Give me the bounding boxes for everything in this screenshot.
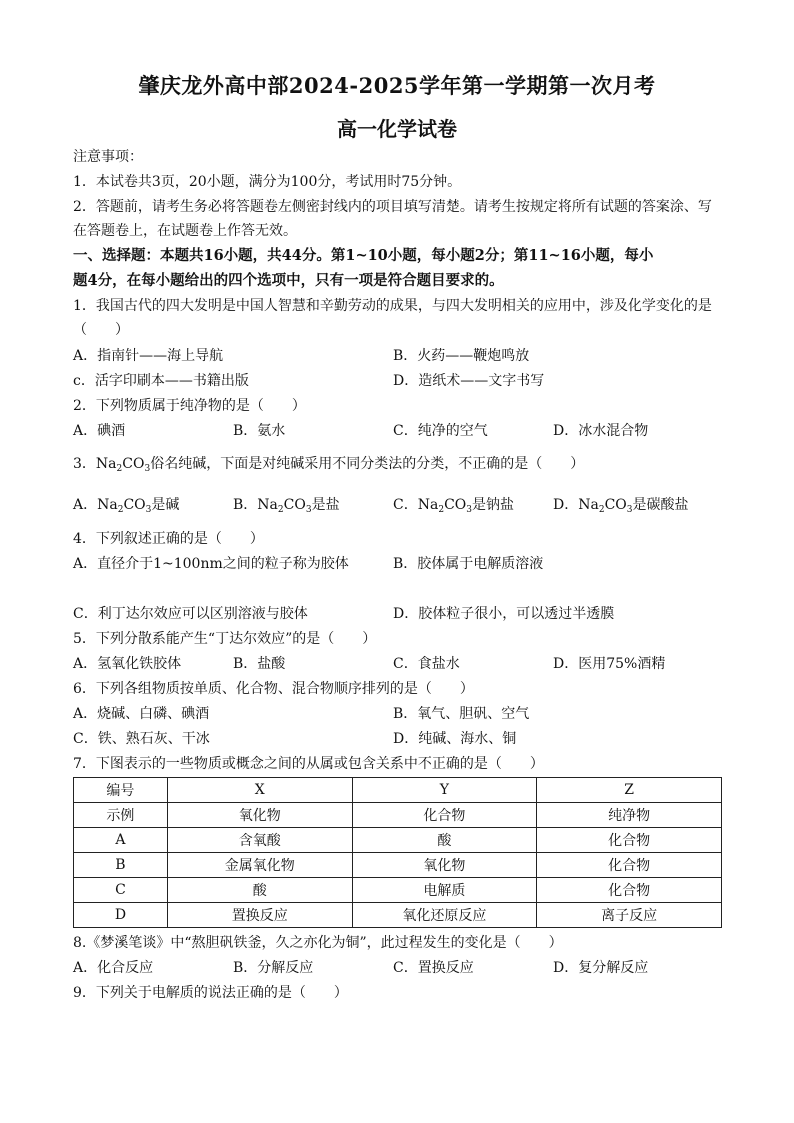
option-text: 是碳酸盐 bbox=[632, 497, 689, 513]
question-4-option-b: B．胶体属于电解质溶液 bbox=[393, 556, 544, 572]
table-cell: 离子反应 bbox=[537, 903, 722, 928]
question-3-text: 俗名纯碱，下面是对纯碱采用不同分类法的分类，不正确的是（ ） bbox=[150, 456, 585, 472]
question-8-option-b: B．分解反应 bbox=[233, 960, 314, 976]
table-row bbox=[74, 903, 722, 928]
formula-sub: 3 bbox=[305, 505, 312, 515]
question-6-stem: 6．下列各组物质按单质、化合物、混合物顺序排列的是（ ） bbox=[73, 681, 474, 697]
formula-sub: 3 bbox=[626, 505, 633, 515]
table-header-cell: Z bbox=[537, 778, 722, 803]
question-3-stem bbox=[73, 454, 723, 474]
question-4-stem: 4．下列叙述正确的是（ ） bbox=[73, 531, 264, 547]
question-4-option-d: D．胶体粒子很小，可以透过半透膜 bbox=[393, 606, 615, 622]
table-cell: 化合物 bbox=[537, 853, 722, 878]
formula-sub: 2 bbox=[438, 505, 445, 515]
question-3-option-d bbox=[553, 495, 689, 515]
table-cell: 氧化还原反应 bbox=[352, 903, 537, 928]
question-2-option-d: D．冰水混合物 bbox=[553, 423, 649, 439]
question-5-option-c: C．食盐水 bbox=[393, 656, 460, 672]
question-6-option-d: D．纯碱、海水、铜 bbox=[393, 731, 517, 747]
question-5-option-b: B．盐酸 bbox=[233, 656, 286, 672]
question-3-option-c bbox=[393, 495, 514, 515]
question-8-option-c: C．置换反应 bbox=[393, 960, 474, 976]
question-1-option-c: c．活字印刷本——书籍出版 bbox=[73, 373, 249, 389]
formula-co: CO bbox=[123, 497, 146, 513]
question-1-stem: 1．我国古代的四大发明是中国人智慧和辛勤劳动的成果，与四大发明相关的应用中，涉及化学变化的是 bbox=[73, 298, 712, 314]
table-cell: A bbox=[74, 828, 168, 853]
question-5-option-d: D．医用75%酒精 bbox=[553, 656, 666, 672]
formula-sub: 3 bbox=[144, 464, 151, 474]
table-cell: B bbox=[74, 853, 168, 878]
question-8-option-a: A．化合反应 bbox=[73, 960, 154, 976]
formula-co: CO bbox=[444, 497, 467, 513]
table-cell: 酸 bbox=[167, 878, 352, 903]
exam-subtitle: 高一化学试卷 bbox=[337, 117, 457, 141]
formula-co: CO bbox=[283, 497, 306, 513]
question-1-paren: （ ） bbox=[73, 322, 129, 338]
table-cell: 金属氧化物 bbox=[167, 853, 352, 878]
relation-table bbox=[73, 777, 722, 928]
formula-co: CO bbox=[604, 497, 627, 513]
table-cell: 化合物 bbox=[352, 803, 537, 828]
formula-co: CO bbox=[122, 456, 145, 472]
notes-item-2-cont: 在答题卷上，在试题卷上作答无效。 bbox=[73, 223, 297, 239]
question-2-option-c: C．纯净的空气 bbox=[393, 423, 488, 439]
question-1-option-b: B．火药——鞭炮鸣放 bbox=[393, 348, 530, 364]
option-letter: C． bbox=[393, 497, 418, 513]
option-letter: B． bbox=[233, 497, 258, 513]
table-header-cell: X bbox=[167, 778, 352, 803]
table-row bbox=[74, 853, 722, 878]
question-4-option-c: C．利丁达尔效应可以区别溶液与胶体 bbox=[73, 606, 308, 622]
question-1-option-d: D．造纸术——文字书写 bbox=[393, 373, 545, 389]
question-3-option-a bbox=[73, 495, 179, 515]
option-text: 是碱 bbox=[151, 497, 180, 513]
question-5-option-a: A．氢氧化铁胶体 bbox=[73, 656, 182, 672]
formula-na: Na bbox=[97, 497, 118, 513]
option-text: 是盐 bbox=[311, 497, 340, 513]
table-cell: 化合物 bbox=[537, 878, 722, 903]
question-2-stem: 2．下列物质属于纯净物的是（ ） bbox=[73, 398, 306, 414]
formula-sub: 3 bbox=[466, 505, 472, 515]
section-heading: 一、选择题：本题共16小题，共44分。第1~10小题，每小题2分；第11~16小题，每小 bbox=[73, 247, 654, 264]
table-header-cell: Y bbox=[352, 778, 537, 803]
question-2-option-a: A．碘酒 bbox=[73, 423, 126, 439]
table-cell: 化合物 bbox=[537, 828, 722, 853]
question-3-number: 3． bbox=[73, 456, 96, 472]
formula-na: Na bbox=[417, 497, 439, 513]
formula-na: Na bbox=[95, 456, 117, 472]
exam-title: 肇庆龙外高中部2024-2025学年第一学期第一次月考 bbox=[138, 73, 656, 98]
formula-sub: 2 bbox=[117, 505, 124, 515]
table-cell: D bbox=[74, 903, 168, 928]
table-cell: 酸 bbox=[352, 828, 537, 853]
option-letter: D． bbox=[553, 497, 579, 513]
question-6-option-a: A．烧碱、白磷、碘酒 bbox=[73, 706, 210, 722]
question-7-stem: 7．下图表示的一些物质或概念之间的从属或包含关系中不正确的是（ ） bbox=[73, 756, 544, 772]
option-text: 是钠盐 bbox=[472, 497, 514, 513]
question-4-option-a: A．直径介于1~100nm之间的粒子称为胶体 bbox=[73, 556, 349, 572]
table-cell: C bbox=[74, 878, 168, 903]
table-row bbox=[74, 878, 722, 903]
table-cell: 纯净物 bbox=[537, 803, 722, 828]
formula-na: Na bbox=[578, 497, 599, 513]
table-cell: 电解质 bbox=[352, 878, 537, 903]
question-9-stem: 9．下列关于电解质的说法正确的是（ ） bbox=[73, 985, 348, 1001]
formula-na: Na bbox=[257, 497, 278, 513]
formula-sub: 3 bbox=[145, 505, 152, 515]
table-header-cell: 编号 bbox=[74, 778, 168, 803]
notes-item-1: 1．本试卷共3页，20小题，满分为100分，考试用时75分钟。 bbox=[73, 174, 462, 190]
section-heading-cont: 题4分，在每小题给出的四个选项中，只有一项是符合题目要求的。 bbox=[73, 272, 504, 289]
notes-heading: 注意事项： bbox=[73, 149, 143, 165]
table-header-row bbox=[74, 778, 722, 803]
table-cell: 氧化物 bbox=[352, 853, 537, 878]
notes-item-2: 2．答题前，请考生务必将答题卷左侧密封线内的项目填写清楚。请考生按规定将所有试题的答案涂、写 bbox=[73, 199, 712, 215]
table-row bbox=[74, 803, 722, 828]
table-row bbox=[74, 828, 722, 853]
question-8-option-d: D．复分解反应 bbox=[553, 960, 649, 976]
table-cell: 含氧酸 bbox=[167, 828, 352, 853]
table-cell: 置换反应 bbox=[167, 903, 352, 928]
table-cell: 氧化物 bbox=[167, 803, 352, 828]
question-8-stem: 8.《梦溪笔谈》中“熬胆矾铁釜，久之亦化为铜”，此过程发生的变化是（ ） bbox=[73, 935, 563, 951]
question-2-option-b: B．氨水 bbox=[233, 423, 286, 439]
question-1-option-a: A．指南针——海上导航 bbox=[73, 348, 224, 364]
table-cell: 示例 bbox=[74, 803, 168, 828]
question-6-option-b: B．氧气、胆矾、空气 bbox=[393, 706, 530, 722]
question-6-option-c: C．铁、熟石灰、干冰 bbox=[73, 731, 210, 747]
formula-sub: 2 bbox=[598, 505, 605, 515]
question-3-option-b bbox=[233, 495, 340, 515]
formula-sub: 2 bbox=[277, 505, 284, 515]
question-5-stem: 5．下列分散系能产生“丁达尔效应”的是（ ） bbox=[73, 631, 377, 647]
formula-sub: 2 bbox=[116, 464, 123, 474]
option-letter: A． bbox=[73, 497, 98, 513]
